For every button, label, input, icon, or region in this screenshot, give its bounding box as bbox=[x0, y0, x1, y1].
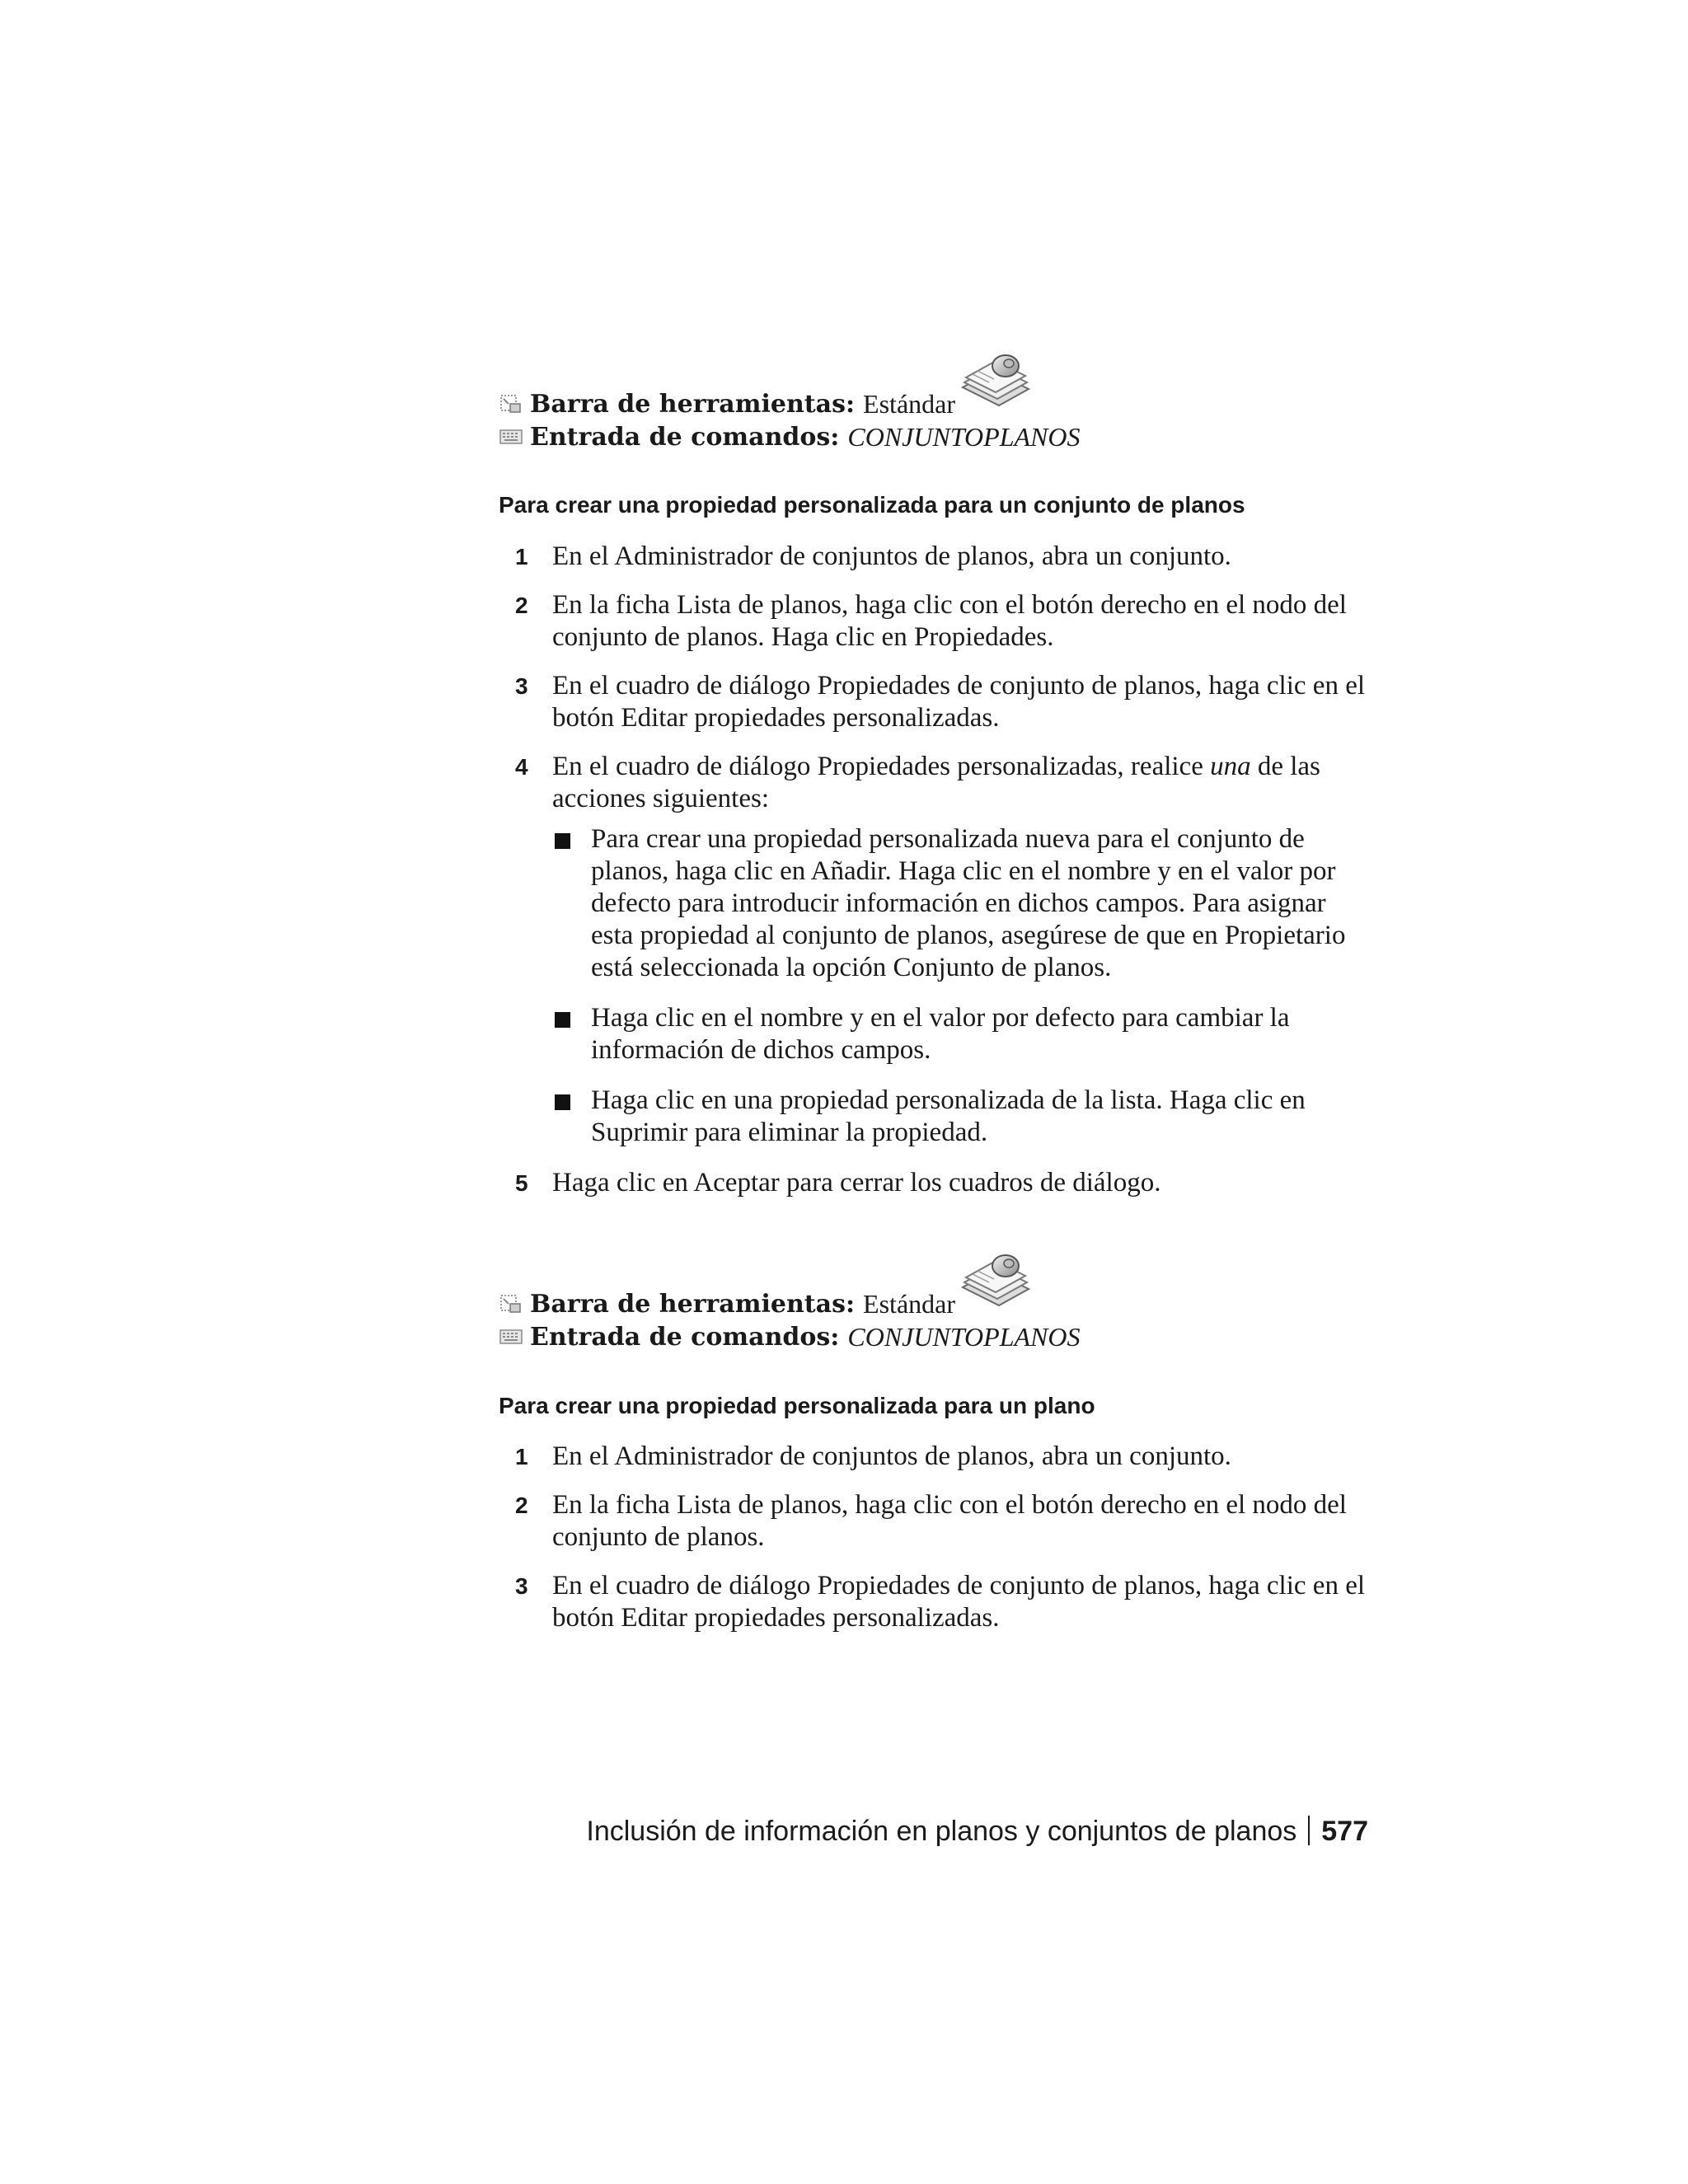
keyboard-icon bbox=[499, 1325, 523, 1348]
keyboard-icon bbox=[499, 425, 523, 448]
step-item bbox=[499, 670, 1372, 734]
command-value: CONJUNTOPLANOS bbox=[847, 421, 1081, 452]
bullet-item bbox=[552, 1002, 1372, 1066]
step-item bbox=[499, 1167, 1372, 1199]
step-item bbox=[499, 1441, 1372, 1473]
step-number: 2 bbox=[515, 1493, 528, 1518]
toolbar-icon bbox=[499, 1292, 523, 1315]
step-text: En la ficha Lista de planos, haga clic con el botón derecho en el nodo del conjunto de planos. bbox=[552, 1490, 1347, 1552]
sheet-set-manager-icon bbox=[956, 346, 1035, 414]
toolbar-value: Estándar bbox=[863, 388, 955, 419]
toolbar-access-line bbox=[499, 1287, 955, 1320]
bullet-item bbox=[552, 823, 1372, 984]
step-text: Haga clic en Aceptar para cerrar los cuadros de diálogo. bbox=[552, 1168, 1161, 1197]
toolbar-label: Barra de herramientas: bbox=[530, 389, 856, 419]
command-access-line bbox=[499, 1320, 1081, 1353]
step-number: 5 bbox=[515, 1170, 528, 1196]
square-bullet-icon bbox=[555, 1012, 570, 1028]
step-number: 3 bbox=[515, 1573, 528, 1599]
step-number: 4 bbox=[515, 754, 528, 780]
bullet-item bbox=[552, 1085, 1372, 1149]
step-number: 1 bbox=[515, 544, 528, 569]
page-number: 577 bbox=[1321, 1816, 1368, 1847]
step-text: En el cuadro de diálogo Propiedades de conjunto de planos, haga clic en el botón Editar propiedades personalizadas. bbox=[552, 1571, 1366, 1633]
step-number: 2 bbox=[515, 593, 528, 618]
square-bullet-icon bbox=[555, 1094, 570, 1110]
step-number: 3 bbox=[515, 673, 528, 699]
step-number: 1 bbox=[515, 1444, 528, 1469]
section-heading: Para crear una propiedad personalizada para un plano bbox=[499, 1393, 1095, 1418]
step-item bbox=[499, 589, 1372, 654]
step-text-emphasis: una bbox=[1210, 752, 1251, 781]
toolbar-label: Barra de herramientas: bbox=[530, 1289, 856, 1319]
footer-chapter-title: Inclusión de información en planos y conjuntos de planos bbox=[586, 1816, 1297, 1847]
toolbar-icon bbox=[499, 392, 523, 415]
command-access-line bbox=[499, 420, 1081, 453]
step-item bbox=[499, 751, 1372, 1149]
steps-list bbox=[499, 541, 1372, 1216]
step-text: En el Administrador de conjuntos de planos, abra un conjunto. bbox=[552, 1441, 1231, 1471]
step-text: En el cuadro de diálogo Propiedades de conjunto de planos, haga clic en el botón Editar propiedades personalizadas. bbox=[552, 671, 1366, 733]
command-label: Entrada de comandos: bbox=[530, 1322, 840, 1352]
page-footer bbox=[586, 1816, 1368, 1848]
toolbar-value: Estándar bbox=[863, 1288, 955, 1319]
step-text: En el Administrador de conjuntos de planos, abra un conjunto. bbox=[552, 541, 1231, 571]
step-text-before: En el cuadro de diálogo Propiedades personalizadas, realice bbox=[552, 752, 1211, 781]
command-label: Entrada de comandos: bbox=[530, 422, 840, 452]
step-text-after: de las acciones siguientes: bbox=[552, 752, 1320, 813]
step-item bbox=[499, 1570, 1372, 1634]
bullet-text: Haga clic en el nombre y en el valor por defecto para cambiar la información de dichos campos. bbox=[591, 1003, 1290, 1065]
bullet-list bbox=[552, 823, 1372, 1149]
steps-list bbox=[499, 1441, 1372, 1651]
step-item bbox=[499, 1489, 1372, 1554]
bullet-text: Para crear una propiedad personalizada nueva para el conjunto de planos, haga clic en Añadir. Haga clic en el nombre y en el valor por defecto para introducir información en dichos campos. Para asignar esta propiedad al conjunto de planos, asegúrese de que en Propietario está seleccionada la opción Conjunto de planos. bbox=[591, 824, 1346, 982]
section-heading: Para crear una propiedad personalizada para un conjunto de planos bbox=[499, 492, 1245, 518]
bullet-text: Haga clic en una propiedad personalizada de la lista. Haga clic en Suprimir para eliminar la propiedad. bbox=[591, 1085, 1306, 1147]
footer-divider bbox=[1308, 1816, 1310, 1845]
square-bullet-icon bbox=[555, 833, 570, 849]
step-text: En la ficha Lista de planos, haga clic con el botón derecho en el nodo del conjunto de planos. Haga clic en Propiedades. bbox=[552, 590, 1347, 652]
command-value: CONJUNTOPLANOS bbox=[847, 1321, 1081, 1352]
toolbar-access-line bbox=[499, 387, 955, 420]
step-item bbox=[499, 541, 1372, 573]
sheet-set-manager-icon bbox=[956, 1246, 1035, 1314]
